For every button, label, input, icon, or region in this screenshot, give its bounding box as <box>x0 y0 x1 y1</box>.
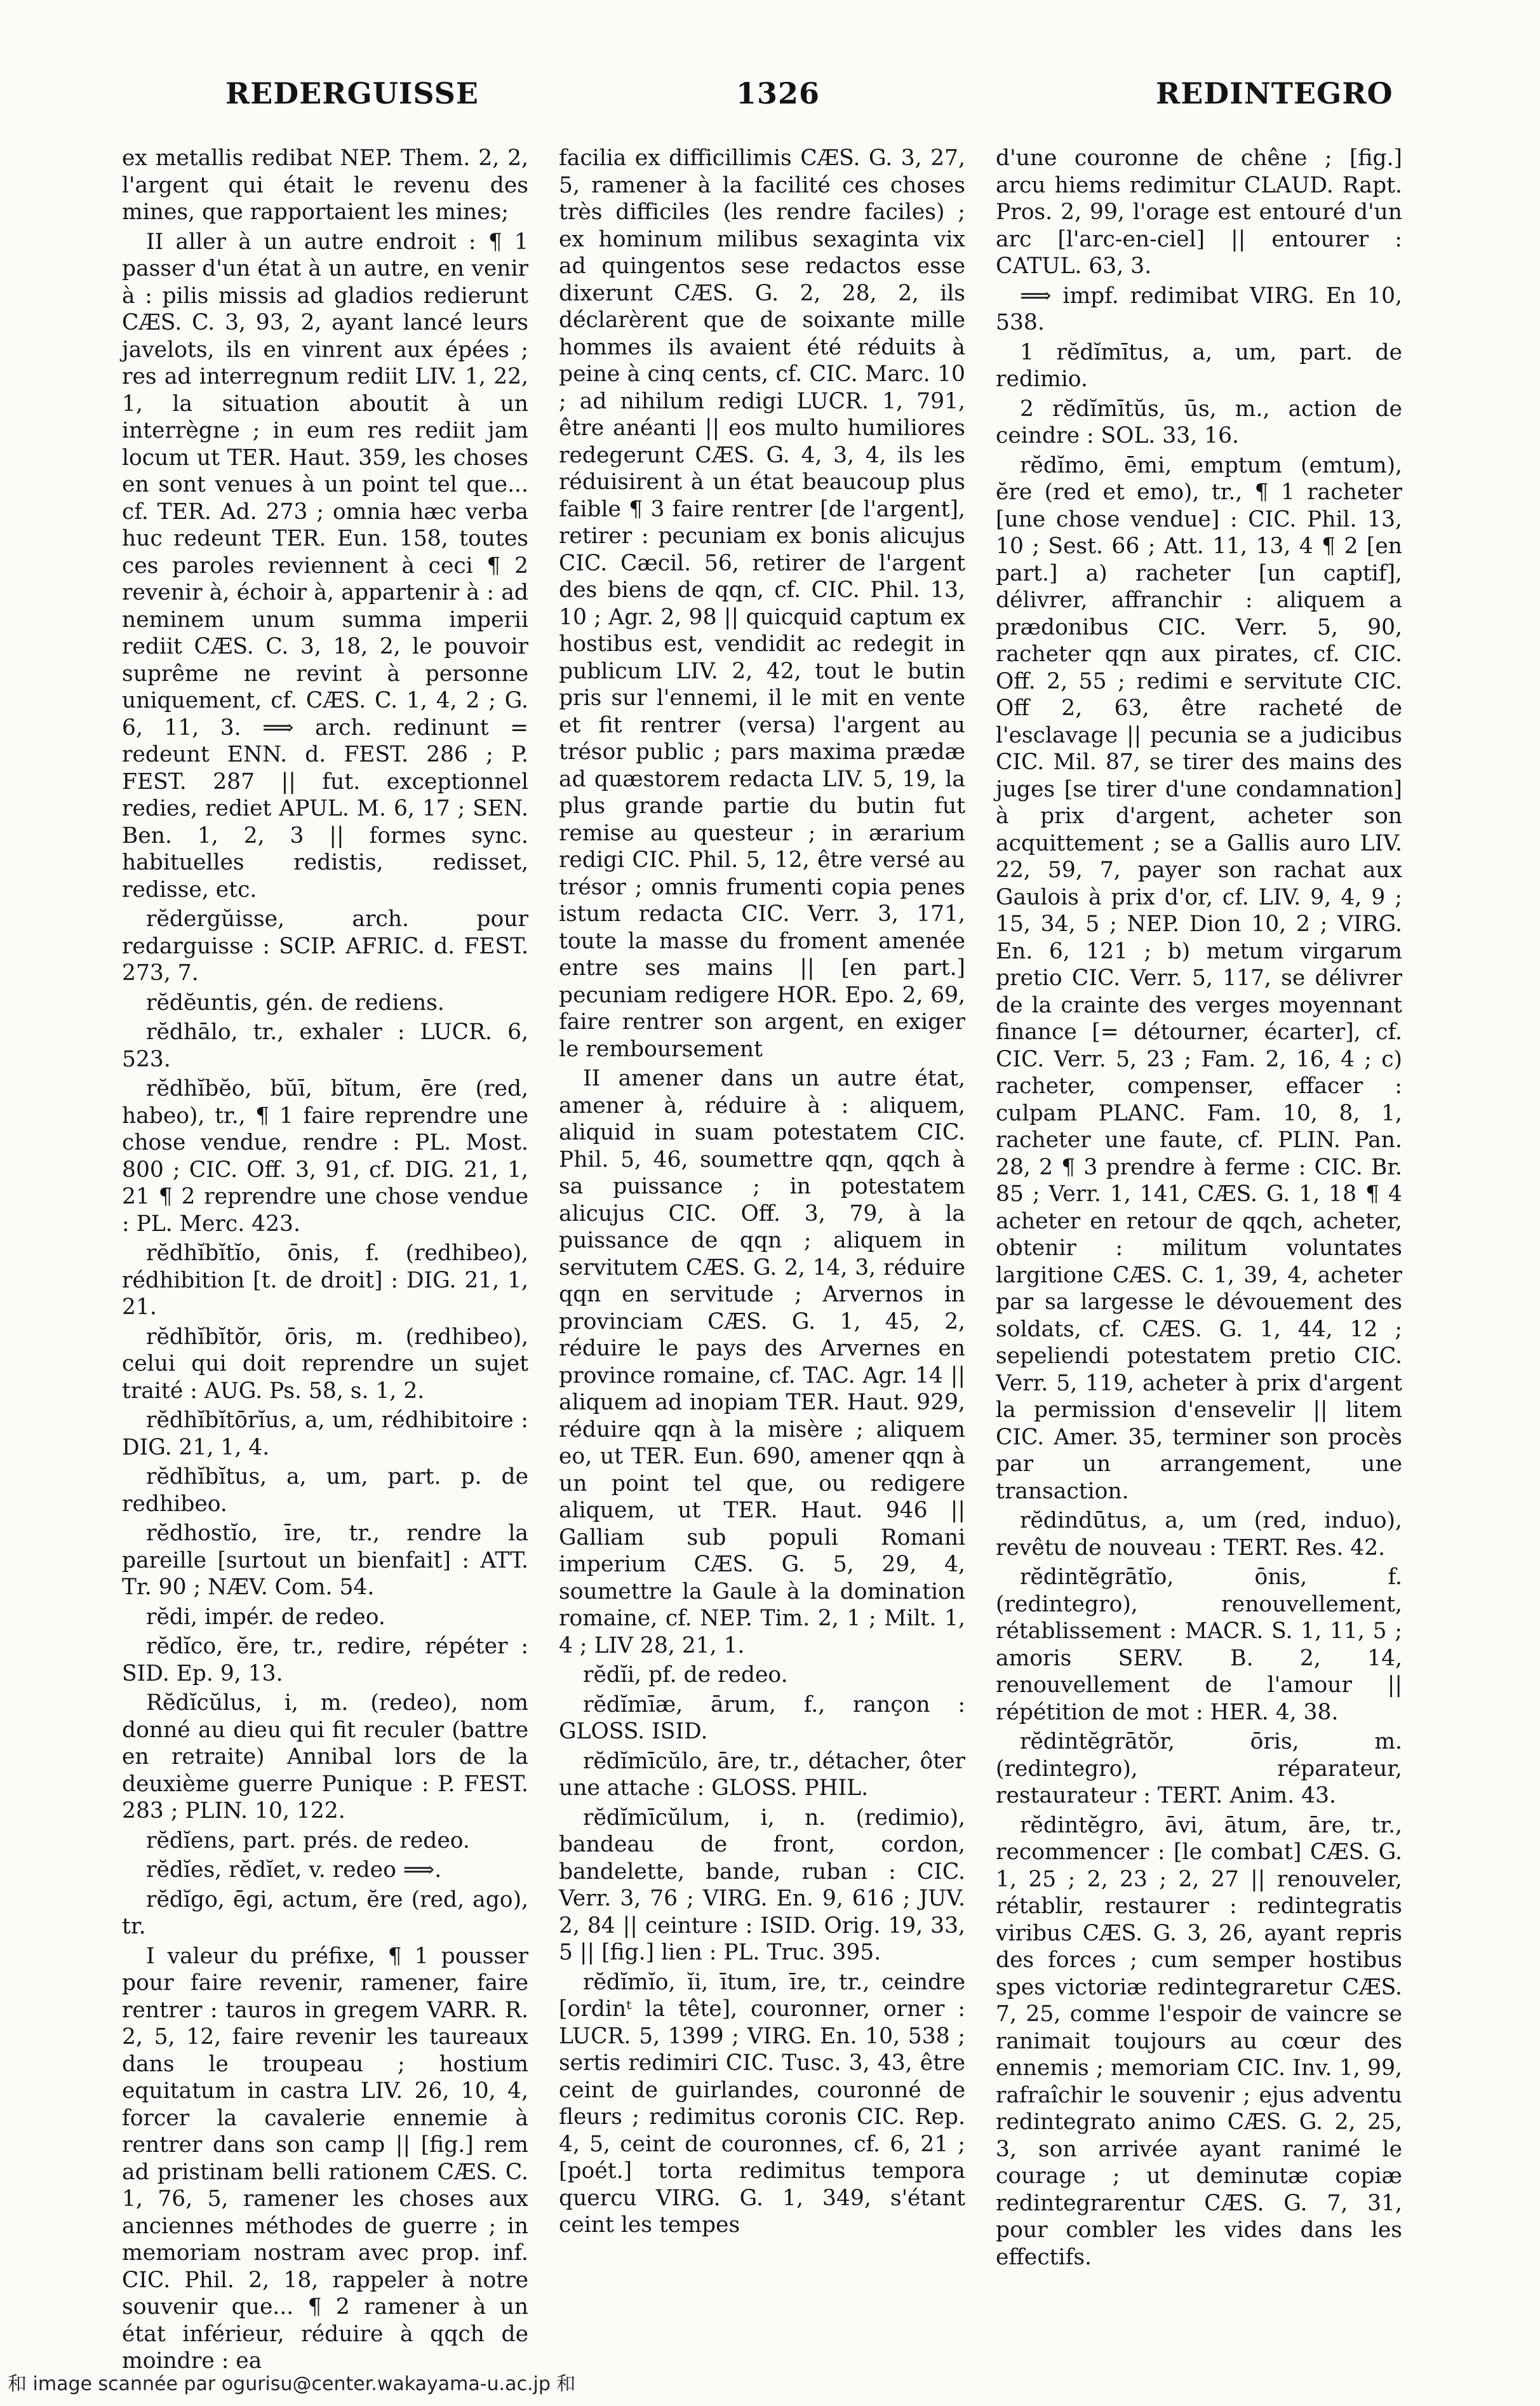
dictionary-entry: rĕdhostĭo, īre, tr., rendre la pareille [surtout un bienfait] : ATT. Tr. 90 ; NÆV. Com. 54. <box>122 1521 528 1600</box>
page-number: 1326 <box>735 76 820 111</box>
dictionary-entry: rĕdhĭbĭtĭo, ōnis, f. (redhibeo), rédhibition [t. de droit] : DIG. 21, 1, 21. <box>122 1240 528 1320</box>
dictionary-entry: rĕdhālo, tr., exhaler : LUCR. 6, 523. <box>122 1019 528 1072</box>
dictionary-entry: rĕdhĭbĭtōrĭus, a, um, rédhibitoire : DIG. 21, 1, 4. <box>122 1408 528 1460</box>
dictionary-entry: rĕdĕuntis, gén. de rediens. <box>146 990 445 1016</box>
dictionary-entry: ex metallis redibat NEP. Them. 2, 2, l'argent qui était le revenu des mines, que rapportaient les mines; <box>122 145 528 225</box>
dictionary-entry: rĕdĭmĭo, ĭi, ītum, īre, tr., ceindre [ordinᵗ la tête], couronner, orner : LUCR. 5, 1399 ; VIRG. En. 10, 538 ; sertis redimiri CIC. Tusc. 3, 43, être ceint de guirlandes, couronné de fleurs ; redimitus coronis CIC. Rep. 4, 5, ceint de couronnes, cf. 6, 21 ; [poét.] torta redimitus tempora quercu VIRG. G. 1, 349, s'étant ceint les tempes <box>559 1969 965 2238</box>
dictionary-entry: rĕdĭco, ĕre, tr., redire, répéter : SID. Ep. 9, 13. <box>122 1634 528 1686</box>
dictionary-entry: rĕdintĕgrātĭo, ōnis, f. (redintegro), renouvellement, rétablissement : MACR. S. 1, 11, 5 ; amoris SERV. B. 2, 14, renouvellement de l'amour || répétition de mot : HER. 4, 38. <box>996 1564 1402 1725</box>
dictionary-entry: rĕdĭmīcŭlo, āre, tr., détacher, ôter une attache : GLOSS. PHIL. <box>559 1748 965 1801</box>
dictionary-entry: I valeur du préfixe, ¶ 1 pousser pour faire revenir, ramener, faire rentrer : tauros in gregem VARR. R. 2, 5, 12, faire revenir les taureaux dans le troupeau ; hostium equitatum in castra LIV. 26, 10, 4, forcer la cavalerie ennemie à rentrer dans son camp || [fig.] rem ad pristinam belli rationem CÆS. C. 1, 76, 5, ramener les choses aux anciennes méthodes de guerre ; in memoriam nostram avec prop. inf. CIC. Phil. 2, 18, rappeler à notre souvenir que... ¶ 2 ramener à un état inférieur, réduire à qqch de moindre : ea <box>122 1943 528 2374</box>
dictionary-entry: 1 rĕdĭmītus, a, um, part. de redimio. <box>996 339 1402 392</box>
dictionary-entry: rĕdindūtus, a, um (red, induo), revêtu de nouveau : TERT. Res. 42. <box>996 1508 1402 1561</box>
dictionary-entry: rĕdĭgo, ēgi, actum, ĕre (red, ago), tr. <box>122 1886 528 1939</box>
dictionary-entry: rĕdĭmīæ, ārum, f., rançon : GLOSS. ISID. <box>559 1691 965 1744</box>
dictionary-entry: rĕdi, impér. de redeo. <box>146 1604 385 1630</box>
dictionary-entry: rĕdergŭisse, arch. pour redarguisse : SCIP. AFRIC. d. FEST. 273, 7. <box>122 906 528 986</box>
dictionary-entry: ⟹ impf. redimibat VIRG. En 10, 538. <box>996 283 1402 335</box>
dictionary-entry: II amener dans un autre état, amener à, réduire à : aliquem, aliquid in suam potestatem CIC. Phil. 5, 46, soumettre qqn, qqch à sa puissance ; in potestatem alicujus CIC. Off. 3, 79, à la puissance de qqn ; aliquem in servitutem CÆS. G. 2, 14, 3, réduire qqn en servitude ; Arvernos in provinciam CÆS. G. 1, 45, 2, réduire le pays des Arvernes en province romaine, cf. TAC. Agr. 14 || aliquem ad inopiam TER. Haut. 929, réduire qqn à la misère ; aliquem eo, ut TER. Eun. 690, amener qqn à un point tel que, ou redigere aliquem, ut TER. Haut. 946 || Galliam sub populi Romani imperium CÆS. G. 5, 29, 4, soumettre la Gaule à la domination romaine, cf. NEP. Tim. 2, 1 ; Milt. 1, 4 ; LIV 28, 21, 1. <box>559 1066 965 1658</box>
dictionary-entry: rĕdĭes, rĕdĭet, v. redeo ⟹. <box>146 1857 442 1883</box>
dictionary-entry: facilia ex difficillimis CÆS. G. 3, 27, 5, ramener à la facilité ces choses très difficiles (les rendre faciles) ; ex hominum milibus sexaginta vix ad quingentos sese redactos esse dixerunt CÆS. G. 2, 28, 2, ils déclarèrent que de soixante mille hommes ils avaient été réduits à peine à cinq cents, cf. CIC. Marc. 10 ; ad nihilum redigi LUCR. 1, 791, être anéanti || eos multo humiliores redegerunt CÆS. G. 4, 3, 4, ils les réduisirent à un état beaucoup plus faible ¶ 3 faire rentrer [de l'argent], retirer : pecuniam ex bonis alicujus CIC. Cæcil. 56, retirer de l'argent des biens de qqn, cf. CIC. Phil. 13, 10 ; Agr. 2, 98 || quicquid captum ex hostibus est, vendidit ac redegit in publicum LIV. 2, 42, tout le butin pris sur l'ennemi, il le mit en vente et fit rentrer (versa) l'argent au trésor public ; pars maxima prædæ ad quæstorem redacta LIV. 5, 19, la plus grande partie du butin fut remise au questeur ; in ærarium redigi CIC. Phil. 5, 12, être versé au trésor ; omnis frumenti copia penes istum redacta CIC. Verr. 3, 171, toute la masse du froment amenée entre ses mains || [en part.] pecuniam redigere HOR. Epo. 2, 69, faire rentrer son argent, en exiger le remboursement <box>559 145 965 1062</box>
scan-credit-footer: 和 image scannée par ogurisu@center.wakayama-u.ac.jp 和 <box>8 2373 576 2395</box>
dictionary-entry: 2 rĕdĭmītŭs, ūs, m., action de ceindre : SOL. 33, 16. <box>996 396 1402 448</box>
dictionary-entry: rĕdhĭbĕo, bŭī, bĭtum, ēre (red, habeo), tr., ¶ 1 faire reprendre une chose vendue, rendre : PL. Most. 800 ; CIC. Off. 3, 91, cf. DIG. 21, 1, 21 ¶ 2 reprendre une chose vendue : PL. Merc. 423. <box>122 1076 528 1237</box>
right-guide-word: REDINTEGRO <box>1156 76 1393 111</box>
left-guide-word: REDERGUISSE <box>225 76 479 111</box>
column-left <box>122 145 528 2374</box>
dictionary-entry: rĕdhĭbĭtŏr, ōris, m. (redhibeo), celui qui doit reprendre un sujet traité : AUG. Ps. 58, s. 1, 2. <box>122 1324 528 1404</box>
dictionary-entry: rĕdintĕgro, āvi, ātum, āre, tr., recommencer : [le combat] CÆS. G. 1, 25 ; 2, 23 ; 2, 27 || renouveler, rétablir, restaurer : redintegratis viribus CÆS. G. 3, 26, ayant repris des forces ; cum semper hostibus spes victoriæ redintegraretur CÆS. 7, 25, comme l'espoir de vaincre se ranimait toujours au cœur des ennemis ; memoriam CIC. Inv. 1, 99, rafraîchir le souvenir ; ejus adventu redintegrato animo CÆS. G. 2, 25, 3, son arrivée ayant ranimé le courage ; ut deminutæ copiæ redintegrarentur CÆS. G. 7, 31, pour combler les vides dans les effectifs. <box>996 1812 1402 2270</box>
page-header <box>0 76 1540 133</box>
dictionary-entry: rĕdintĕgrātŏr, ōris, m. (redintegro), réparateur, restaurateur : TERT. Anim. 43. <box>996 1729 1402 1808</box>
text-columns <box>122 145 1402 2374</box>
dictionary-entry: rĕdhĭbĭtus, a, um, part. p. de redhibeo. <box>122 1464 528 1517</box>
dictionary-entry: rĕdĭi, pf. de redeo. <box>583 1662 788 1688</box>
dictionary-entry: II aller à un autre endroit : ¶ 1 passer d'un état à un autre, en venir à : pilis missis ad gladios redierunt CÆS. C. 3, 93, 2, ayant lancé leurs javelots, ils en vinrent aux épées ; res ad interregnum rediit LIV. 1, 22, 1, la situation aboutit à un interrègne ; in eum res rediit jam locum ut TER. Haut. 359, les choses en sont venues à un point tel que... cf. TER. Ad. 273 ; omnia hæc verba huc redeunt TER. Eun. 158, toutes ces paroles reviennent à ceci ¶ 2 revenir à, échoir à, appartenir à : ad neminem unum summa imperii rediit CÆS. C. 3, 18, 2, le pouvoir suprême ne revint à personne uniquement, cf. CÆS. C. 1, 4, 2 ; G. 6, 11, 3. ⟹ arch. redinunt = redeunt ENN. d. FEST. 286 ; P. FEST. 287 || fut. exceptionnel redies, rediet APUL. M. 6, 17 ; SEN. Ben. 1, 2, 3 || formes sync. habituelles redistis, redisset, redisse, etc. <box>122 229 528 903</box>
column-middle <box>559 145 965 2342</box>
dictionary-entry: rĕdĭens, part. prés. de redeo. <box>146 1827 470 1853</box>
dictionary-entry: rĕdĭmo, ēmi, emptum (emtum), ĕre (red et emo), tr., ¶ 1 racheter [une chose vendue] : CIC. Phil. 13, 10 ; Sest. 66 ; Att. 11, 13, 4 ¶ 2 [en part.] a) racheter [un captif], délivrer, affranchir : aliquem a prædonibus CIC. Verr. 5, 90, racheter qqn aux pirates, cf. CIC. Off. 2, 55 ; redimi e servitute CIC. Off 2, 63, être racheté de l'esclavage || pecunia se a judicibus CIC. Mil. 87, se tirer des mains des juges [se tirer d'une condamnation] à prix d'argent, acheter son acquittement ; se a Gallis auro LIV. 22, 59, 7, payer son rachat aux Gaulois à prix d'or, cf. LIV. 9, 4, 9 ; 15, 34, 5 ; NEP. Dion 10, 2 ; VIRG. En. 6, 121 ; b) metum virgarum pretio CIC. Verr. 5, 117, se délivrer de la crainte des verges moyennant finance [= détourner, écarter], cf. CIC. Verr. 5, 23 ; Fam. 2, 16, 4 ; c) racheter, compenser, effacer : culpam PLANC. Fam. 10, 8, 1, racheter une faute, cf. PLIN. Pan. 28, 2 ¶ 3 prendre à ferme : CIC. Br. 85 ; Verr. 1, 141, CÆS. G. 1, 18 ¶ 4 acheter en retour de qqch, acheter, obtenir : militum voluntates largitione CÆS. C. 1, 39, 4, acheter par sa largesse le dévouement des soldats, cf. CÆS. G. 1, 44, 12 ; sepeliendi potestatem pretio CIC. Verr. 5, 119, acheter à prix d'argent la permission d'ensevelir || litem CIC. Amer. 35, terminer son procès par un arrangement, une transaction. <box>996 452 1402 1504</box>
dictionary-entry: d'une couronne de chêne ; [fig.] arcu hiems redimitur CLAUD. Rapt. Pros. 2, 99, l'orage est entouré d'un arc [l'arc-en-ciel] || entourer : CATUL. 63, 3. <box>996 145 1402 279</box>
column-right <box>996 145 1402 2342</box>
dictionary-entry: rĕdĭmīcŭlum, i, n. (redimio), bandeau de front, cordon, bandelette, bande, ruban : CIC. Verr. 3, 76 ; VIRG. En. 9, 616 ; JUV. 2, 84 || ceinture : ISID. Orig. 19, 33, 5 || [fig.] lien : PL. Truc. 395. <box>559 1805 965 1965</box>
dictionary-entry: Rĕdĭcŭlus, i, m. (redeo), nom donné au dieu qui fit reculer (battre en retraite) Annibal lors de la deuxième guerre Punique : P. FEST. 283 ; PLIN. 10, 122. <box>122 1690 528 1824</box>
